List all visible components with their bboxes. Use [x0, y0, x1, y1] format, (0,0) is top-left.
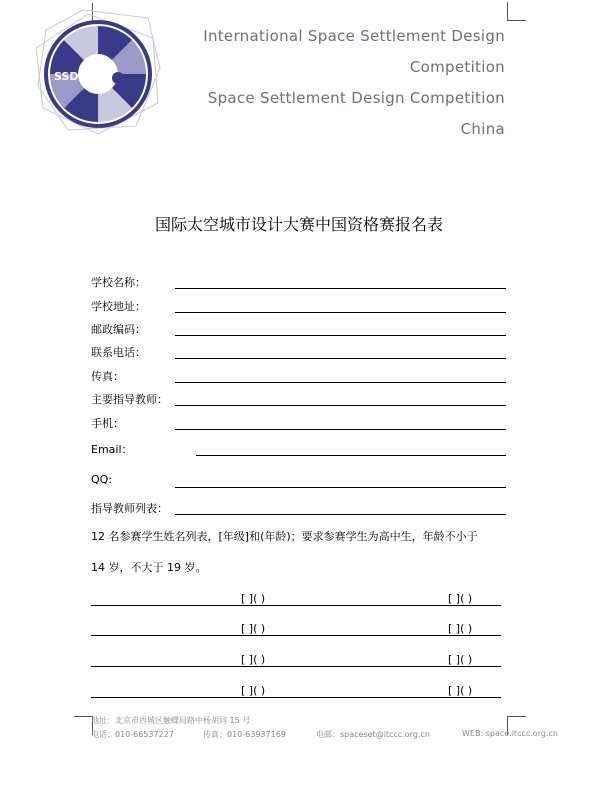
label-email: Email： [91, 443, 133, 456]
crop-mark-top-right [507, 2, 526, 21]
label-mobile: 手机： [91, 417, 124, 430]
student-slot-8[interactable] [296, 682, 501, 698]
field-qq[interactable] [175, 487, 506, 488]
footer-web: WEB: space.itccc.org.cn [462, 729, 558, 738]
student-slot-7[interactable] [91, 682, 296, 698]
label-school-address: 学校地址： [91, 300, 146, 313]
student-slot-bracket: [ ]( ) [241, 684, 266, 697]
header-line-4: China [460, 120, 505, 138]
footer-phone: 电话：010-66537227 [91, 730, 174, 739]
label-postal-code: 邮政编码： [91, 323, 146, 336]
student-slot-bracket: [ ]( ) [448, 684, 473, 697]
footer-fax: 传真：010-63937169 [203, 730, 286, 739]
student-slot-6[interactable] [296, 651, 501, 667]
field-postal-code[interactable] [175, 335, 506, 336]
student-slot-1[interactable] [91, 590, 296, 606]
page-title: 国际太空城市设计大赛中国资格赛报名表 [154, 215, 443, 234]
student-slot-3[interactable] [91, 620, 296, 636]
student-slot-bracket: [ ]( ) [448, 653, 473, 666]
field-email[interactable] [196, 455, 506, 456]
field-mobile[interactable] [175, 429, 506, 430]
instructions-line-2: 14 岁，不大于 19 岁。 [91, 561, 207, 574]
student-slot-bracket: [ ]( ) [241, 653, 266, 666]
logo-text: SSDCC [54, 70, 95, 83]
header-line-3: Space Settlement Design Competition [207, 89, 505, 107]
ssdcc-logo [28, 8, 168, 138]
field-school-name[interactable] [175, 288, 506, 289]
label-phone: 联系电话： [91, 346, 146, 359]
field-school-address[interactable] [175, 312, 506, 313]
label-fax: 传真： [91, 370, 124, 383]
student-slot-2[interactable] [296, 590, 501, 606]
field-phone[interactable] [175, 358, 506, 359]
header-line-1: International Space Settlement Design [203, 27, 505, 45]
label-lead-teacher: 主要指导教师： [91, 393, 168, 406]
student-slot-bracket: [ ]( ) [241, 592, 266, 605]
footer-address: 地址：北京市西城区触蝶局路中杨胡同 15 号 [91, 716, 251, 725]
field-fax[interactable] [175, 382, 506, 383]
label-school-name: 学校名称： [91, 276, 146, 289]
footer-email: 电邮：spaceset@itccc.org.cn [316, 730, 430, 739]
label-teachers: 指导教师列表： [91, 502, 168, 515]
label-qq: QQ: [91, 473, 113, 486]
header-line-2: Competition [409, 58, 505, 76]
student-slot-bracket: [ ]( ) [448, 622, 473, 635]
student-slot-bracket: [ ]( ) [241, 622, 266, 635]
student-slot-bracket: [ ]( ) [448, 592, 473, 605]
instructions-line-1: 12 名参赛学生姓名列表，[年级]和(年龄)；要求参赛学生为高中生，年龄不小于 [91, 530, 478, 543]
field-lead-teacher[interactable] [175, 405, 506, 406]
field-teachers[interactable] [175, 514, 506, 515]
student-slot-5[interactable] [91, 651, 296, 667]
student-slot-4[interactable] [296, 620, 501, 636]
